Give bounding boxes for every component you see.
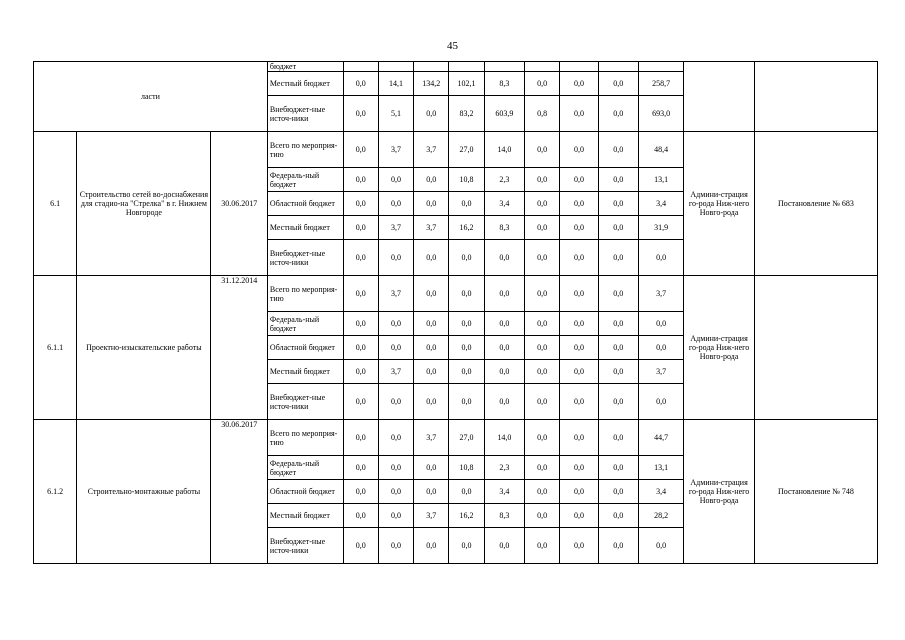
year-value-cell: 0,0 (525, 420, 560, 456)
year-value-cell: 0,0 (414, 312, 449, 336)
table-row (34, 276, 878, 312)
year-value-cell: 0,0 (560, 132, 598, 168)
year-value-cell: 0,0 (414, 456, 449, 480)
year-value-cell: 0,0 (449, 240, 484, 276)
total-value-cell: 258,7 (638, 72, 683, 96)
funding-source-cell: Внебюджет-ные источ-ники (267, 384, 343, 420)
document-cell: Постановление № 748 (754, 420, 877, 564)
year-value-cell: 3,7 (414, 216, 449, 240)
total-value-cell: 0,0 (638, 384, 683, 420)
year-value-cell: 0,0 (560, 528, 598, 564)
funding-source-cell: Внебюджет-ные источ-ники (267, 240, 343, 276)
year-value-cell: 0,0 (343, 336, 378, 360)
year-value-cell: 0,0 (560, 240, 598, 276)
year-value-cell: 0,0 (449, 312, 484, 336)
year-value-cell: 0,0 (378, 420, 413, 456)
year-value-cell: 3,7 (378, 132, 413, 168)
measure-name-cell: Проектно-изыскательские работы (77, 276, 211, 420)
year-value-cell: 0,0 (598, 192, 638, 216)
funding-source-cell: Областной бюджет (267, 336, 343, 360)
year-value-cell: 0,0 (525, 336, 560, 360)
year-value-cell: 0,0 (525, 276, 560, 312)
year-value-cell: 0,0 (449, 528, 484, 564)
year-value-cell: 27,0 (449, 132, 484, 168)
year-value-cell: 0,0 (525, 360, 560, 384)
total-value-cell: 0,0 (638, 240, 683, 276)
year-value-cell: 0,0 (414, 336, 449, 360)
funding-source-cell: Федераль-ный бюджет (267, 168, 343, 192)
executor-cell (684, 62, 755, 132)
year-value-cell: 0,0 (378, 192, 413, 216)
year-value-cell: 0,0 (598, 96, 638, 132)
year-value-cell: 0,0 (414, 528, 449, 564)
year-value-cell: 0,0 (560, 192, 598, 216)
year-value-cell: 0,0 (378, 336, 413, 360)
year-value-cell: 0,0 (414, 276, 449, 312)
year-value-cell: 3,7 (414, 504, 449, 528)
year-value-cell: 0,0 (598, 312, 638, 336)
year-value-cell: 0,0 (560, 456, 598, 480)
funding-source-cell: Областной бюджет (267, 192, 343, 216)
funding-source-cell: Местный бюджет (267, 72, 343, 96)
year-value-cell: 0,0 (449, 384, 484, 420)
year-value-cell: 0,0 (343, 456, 378, 480)
year-value-cell: 0,0 (525, 528, 560, 564)
year-value-cell: 0,0 (343, 528, 378, 564)
year-value-cell: 0,0 (525, 216, 560, 240)
year-value-cell: 134,2 (414, 72, 449, 96)
year-value-cell: 0,0 (343, 312, 378, 336)
measure-id-cell: 6.1.2 (34, 420, 77, 564)
year-value-cell: 0,0 (414, 360, 449, 384)
year-value-cell: 0,0 (484, 528, 524, 564)
year-value-cell (525, 62, 560, 72)
total-value-cell: 3,4 (638, 480, 683, 504)
year-value-cell: 5,1 (378, 96, 413, 132)
year-value-cell: 0,0 (378, 384, 413, 420)
year-value-cell: 0,0 (343, 360, 378, 384)
year-value-cell: 0,0 (343, 420, 378, 456)
year-value-cell: 0,0 (378, 528, 413, 564)
year-value-cell: 0,0 (598, 360, 638, 384)
year-value-cell: 2,3 (484, 456, 524, 480)
year-value-cell: 0,0 (343, 216, 378, 240)
funding-source-cell: Областной бюджет (267, 480, 343, 504)
year-value-cell: 0,0 (560, 168, 598, 192)
year-value-cell: 3,7 (378, 276, 413, 312)
year-value-cell: 0,0 (484, 360, 524, 384)
year-value-cell: 14,0 (484, 420, 524, 456)
year-value-cell: 0,0 (484, 240, 524, 276)
total-value-cell: 3,7 (638, 276, 683, 312)
table-row (34, 132, 878, 168)
year-value-cell: 0,0 (343, 96, 378, 132)
total-value-cell: 28,2 (638, 504, 683, 528)
year-value-cell: 0,0 (414, 480, 449, 504)
year-value-cell: 0,0 (560, 480, 598, 504)
measure-name-cell: Строительство сетей во-доснабжения для стадио-на "Стрелка" в г. Нижнем Новгороде (77, 132, 211, 276)
year-value-cell: 0,0 (414, 384, 449, 420)
year-value-cell: 0,0 (525, 504, 560, 528)
year-value-cell: 0,0 (378, 240, 413, 276)
total-value-cell: 0,0 (638, 312, 683, 336)
measure-date-cell: 30.06.2017 (211, 420, 267, 564)
year-value-cell: 0,0 (598, 384, 638, 420)
total-value-cell: 0,0 (638, 528, 683, 564)
year-value-cell: 0,0 (484, 336, 524, 360)
year-value-cell: 0,0 (343, 240, 378, 276)
year-value-cell: 0,0 (598, 336, 638, 360)
year-value-cell: 0,0 (525, 312, 560, 336)
year-value-cell: 0,0 (449, 480, 484, 504)
year-value-cell: 14,1 (378, 72, 413, 96)
year-value-cell: 0,0 (560, 336, 598, 360)
year-value-cell: 0,0 (525, 192, 560, 216)
total-value-cell: 44,7 (638, 420, 683, 456)
year-value-cell: 3,7 (378, 360, 413, 384)
year-value-cell: 8,3 (484, 504, 524, 528)
year-value-cell: 3,7 (414, 132, 449, 168)
year-value-cell: 0,0 (449, 360, 484, 384)
year-value-cell: 0,0 (343, 384, 378, 420)
year-value-cell: 0,0 (560, 360, 598, 384)
year-value-cell: 0,0 (525, 132, 560, 168)
measure-name-cell: Строительно-монтажные работы (77, 420, 211, 564)
year-value-cell: 0,0 (525, 168, 560, 192)
year-value-cell: 0,0 (525, 480, 560, 504)
year-value-cell: 3,4 (484, 480, 524, 504)
year-value-cell: 0,0 (343, 132, 378, 168)
year-value-cell: 0,0 (414, 168, 449, 192)
year-value-cell: 3,7 (414, 420, 449, 456)
total-value-cell: 3,7 (638, 360, 683, 384)
funding-source-cell: Внебюджет-ные источ-ники (267, 528, 343, 564)
year-value-cell: 0,0 (449, 336, 484, 360)
table-row (34, 420, 878, 456)
total-value-cell: 13,1 (638, 168, 683, 192)
year-value-cell: 0,0 (343, 192, 378, 216)
year-value-cell (449, 62, 484, 72)
year-value-cell: 0,0 (343, 504, 378, 528)
year-value-cell: 0,0 (598, 504, 638, 528)
year-value-cell (560, 62, 598, 72)
funding-source-cell: Местный бюджет (267, 504, 343, 528)
year-value-cell: 0,0 (378, 504, 413, 528)
year-value-cell: 0,0 (598, 168, 638, 192)
year-value-cell: 0,0 (560, 96, 598, 132)
funding-source-cell: бюджет (267, 62, 343, 72)
year-value-cell (484, 62, 524, 72)
year-value-cell (378, 62, 413, 72)
total-value-cell: 693,0 (638, 96, 683, 132)
year-value-cell: 0,0 (378, 312, 413, 336)
table-row (34, 62, 878, 72)
year-value-cell: 0,0 (343, 480, 378, 504)
total-value-cell: 48,4 (638, 132, 683, 168)
year-value-cell: 0,8 (525, 96, 560, 132)
year-value-cell: 10,8 (449, 168, 484, 192)
year-value-cell: 0,0 (560, 384, 598, 420)
year-value-cell: 16,2 (449, 504, 484, 528)
measure-id-cell: 6.1 (34, 132, 77, 276)
year-value-cell: 0,0 (598, 480, 638, 504)
total-value-cell (638, 62, 683, 72)
measure-date-cell: 31.12.2014 (211, 276, 267, 420)
year-value-cell: 0,0 (484, 276, 524, 312)
budget-table (33, 61, 878, 564)
year-value-cell: 603,9 (484, 96, 524, 132)
total-value-cell: 13,1 (638, 456, 683, 480)
executor-cell: Админи-страция го-рода Ниж-него Новго-рода (684, 276, 755, 420)
document-cell (754, 62, 877, 132)
year-value-cell: 0,0 (484, 384, 524, 420)
total-value-cell: 31,9 (638, 216, 683, 240)
funding-source-cell: Внебюджет-ные источ-ники (267, 96, 343, 132)
year-value-cell: 16,2 (449, 216, 484, 240)
page-number: 45 (447, 40, 458, 52)
year-value-cell: 14,0 (484, 132, 524, 168)
year-value-cell: 0,0 (598, 528, 638, 564)
year-value-cell: 8,3 (484, 72, 524, 96)
measure-id-cell: 6.1.1 (34, 276, 77, 420)
year-value-cell (598, 62, 638, 72)
year-value-cell: 0,0 (378, 168, 413, 192)
year-value-cell: 2,3 (484, 168, 524, 192)
year-value-cell: 0,0 (598, 72, 638, 96)
executor-cell: Админи-страция го-рода Ниж-него Новго-рода (684, 420, 755, 564)
year-value-cell: 3,7 (378, 216, 413, 240)
year-value-cell: 8,3 (484, 216, 524, 240)
year-value-cell: 0,0 (449, 192, 484, 216)
funding-source-cell: Всего по мероприя-тию (267, 420, 343, 456)
year-value-cell: 0,0 (560, 312, 598, 336)
year-value-cell: 0,0 (560, 72, 598, 96)
funding-source-cell: Всего по мероприя-тию (267, 276, 343, 312)
measure-name-cell: ласти (34, 62, 268, 132)
year-value-cell: 0,0 (598, 456, 638, 480)
year-value-cell: 0,0 (560, 420, 598, 456)
funding-source-cell: Федераль-ный бюджет (267, 456, 343, 480)
year-value-cell: 102,1 (449, 72, 484, 96)
year-value-cell: 0,0 (414, 240, 449, 276)
year-value-cell: 0,0 (525, 456, 560, 480)
year-value-cell: 0,0 (378, 480, 413, 504)
document-cell (754, 276, 877, 420)
year-value-cell: 0,0 (598, 132, 638, 168)
year-value-cell: 0,0 (449, 276, 484, 312)
year-value-cell: 0,0 (343, 72, 378, 96)
measure-date-cell: 30.06.2017 (211, 132, 267, 276)
year-value-cell: 0,0 (560, 276, 598, 312)
year-value-cell: 27,0 (449, 420, 484, 456)
year-value-cell (343, 62, 378, 72)
year-value-cell: 0,0 (343, 276, 378, 312)
year-value-cell: 0,0 (378, 456, 413, 480)
year-value-cell: 0,0 (414, 192, 449, 216)
year-value-cell: 0,0 (525, 72, 560, 96)
funding-source-cell: Местный бюджет (267, 360, 343, 384)
year-value-cell: 0,0 (484, 312, 524, 336)
year-value-cell: 0,0 (525, 240, 560, 276)
year-value-cell: 3,4 (484, 192, 524, 216)
year-value-cell: 0,0 (414, 96, 449, 132)
year-value-cell: 0,0 (343, 168, 378, 192)
year-value-cell: 10,8 (449, 456, 484, 480)
year-value-cell: 0,0 (598, 240, 638, 276)
year-value-cell: 83,2 (449, 96, 484, 132)
executor-cell: Админи-страция го-рода Ниж-него Новго-рода (684, 132, 755, 276)
funding-source-cell: Местный бюджет (267, 216, 343, 240)
year-value-cell: 0,0 (525, 384, 560, 420)
year-value-cell: 0,0 (598, 420, 638, 456)
year-value-cell: 0,0 (598, 216, 638, 240)
total-value-cell: 0,0 (638, 336, 683, 360)
total-value-cell: 3,4 (638, 192, 683, 216)
document-cell: Постановление № 683 (754, 132, 877, 276)
year-value-cell (414, 62, 449, 72)
funding-source-cell: Всего по мероприя-тию (267, 132, 343, 168)
year-value-cell: 0,0 (560, 504, 598, 528)
funding-source-cell: Федераль-ный бюджет (267, 312, 343, 336)
year-value-cell: 0,0 (598, 276, 638, 312)
year-value-cell: 0,0 (560, 216, 598, 240)
